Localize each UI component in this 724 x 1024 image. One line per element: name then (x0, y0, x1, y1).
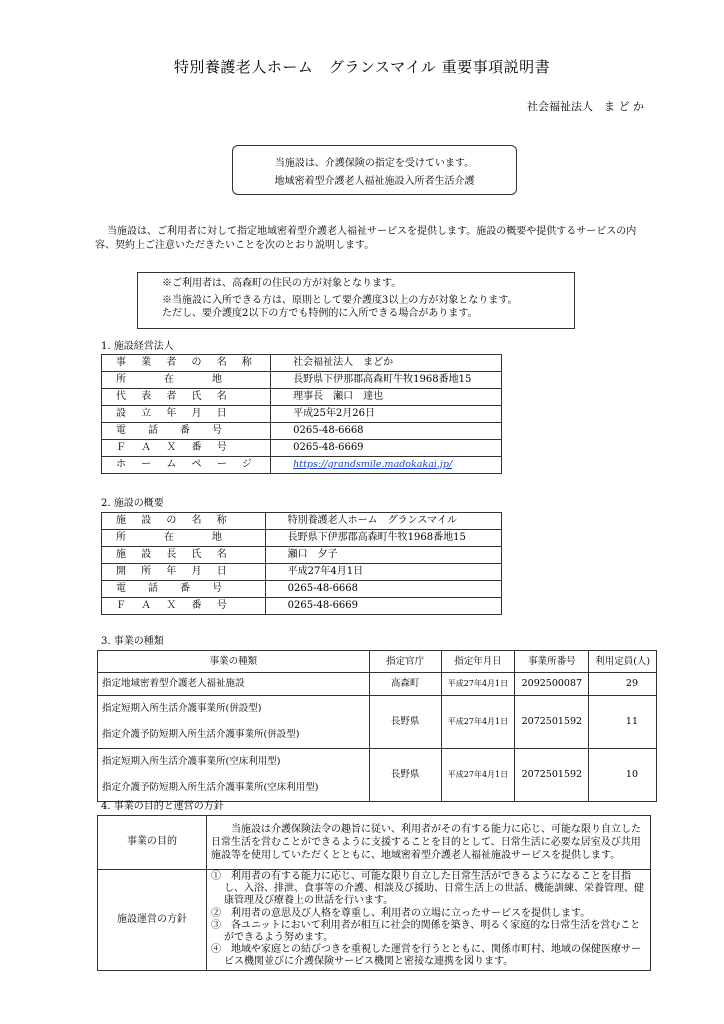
designation-line-2: 地域密着型介護老人福祉施設入所者生活介護 (274, 175, 475, 187)
table-row (102, 389, 502, 406)
row-label: 代 表 者 氏 名 (102, 389, 271, 406)
business-type-line: 指定介護予防短期入所生活介護事業所(併設型) (102, 729, 300, 740)
designation-date: 平成27年4月1日 (441, 696, 515, 749)
row-value: 理事長 瀬口 達也 (271, 389, 502, 406)
authority: 高森町 (369, 673, 441, 696)
section-3-heading: 3. 事業の種類 (101, 636, 164, 647)
business-type-line: 指定短期入所生活介護事業所(空床利用型) (102, 756, 281, 767)
purpose-policy-table (97, 815, 651, 971)
eligibility-box (137, 272, 575, 329)
header-authority: 指定官庁 (369, 651, 441, 673)
header-type: 事業の種類 (98, 651, 370, 673)
business-types-table (97, 650, 657, 802)
policy-label: 施設運営の方針 (98, 870, 207, 971)
office-number: 2092500087 (515, 673, 589, 696)
capacity: 11 (589, 696, 657, 749)
table-row (102, 547, 502, 564)
row-value: 特別養護老人ホーム グランスマイル (265, 513, 501, 530)
capacity: 10 (589, 749, 657, 802)
row-label: 電 話 番 号 (102, 581, 266, 598)
row-label: 開 所 年 月 日 (102, 564, 266, 581)
business-type: 指定地域密着型介護老人福祉施設 (98, 673, 370, 696)
section-2-heading: 2. 施設の概要 (101, 498, 164, 509)
eligibility-line-3: ただし、要介護度2以下の方でも特例的に入所できる場合があります。 (162, 308, 478, 319)
table-row (102, 457, 502, 474)
intro-paragraph: 当施設は、ご利用者に対して指定地域密着型介護老人福祉サービスを提供します。施設の概要や提供するサービスの内容、契約上ご注意いただきたいことを次のとおり説明します。 (95, 226, 637, 251)
office-number: 2072501592 (515, 749, 589, 802)
policy-list (207, 870, 651, 971)
table-row (102, 581, 502, 598)
table-row (102, 372, 502, 389)
header-date: 指定年月日 (441, 651, 515, 673)
section-1-heading: 1. 施設経営法人 (101, 341, 174, 352)
table-row (102, 440, 502, 457)
page-title: 特別養護老人ホーム グランスマイル 重要事項説明書 (173, 58, 551, 76)
homepage-link[interactable]: https://grandsmile.madokakai.jp/ (293, 458, 453, 470)
table-row (98, 673, 657, 696)
table-row (102, 423, 502, 440)
corporation-name: 社会福祉法人 ま ど か (527, 100, 644, 113)
table-header-row (98, 651, 657, 673)
row-label: 施 設 長 氏 名 (102, 547, 266, 564)
business-type-line: 指定介護予防短期入所生活介護事業所(空床利用型) (102, 782, 319, 793)
row-label: 電 話 番 号 (102, 423, 271, 440)
facility-table (101, 512, 502, 615)
eligibility-line-1: ※ご利用者は、高森町の住民の方が対象となります。 (162, 278, 402, 289)
designation-date: 平成27年4月1日 (441, 673, 515, 696)
table-row (102, 406, 502, 423)
row-value: 社会福祉法人 まどか (271, 355, 502, 372)
business-type (98, 749, 370, 802)
row-label: ホ ー ム ペ ー ジ (102, 457, 271, 474)
row-value: 0265-48-6668 (271, 423, 502, 440)
row-label: 所 在 地 (102, 530, 266, 547)
policy-item: ③ 各ユニットにおいて利用者が相互に社会的関係を築き、明るく家庭的な日常生活を営むことができるよう努めます。 (211, 919, 641, 943)
policy-item: ② 利用者の意思及び人格を尊重し、利用者の立場に立ったサービスを提供します。 (211, 907, 591, 919)
policy-item: ① 利用者の有する能力に応じ、可能な限り自立した日常生活ができるようになることを目指し、入浴、排泄、食事等の介護、相談及び援助、日常生活上の世話、機能訓練、栄養管理、健康管理及び療養上の世話を行います。 (211, 871, 644, 907)
authority: 長野県 (369, 749, 441, 802)
eligibility-line-2: ※当施設に入所できる方は、原則として要介護度3以上の方が対象となります。 (162, 295, 518, 306)
business-type-line: 指定短期入所生活介護事業所(併設型) (102, 703, 262, 714)
designation-date: 平成27年4月1日 (441, 749, 515, 802)
row-value: 平成25年2月26日 (271, 406, 502, 423)
authority: 長野県 (369, 696, 441, 749)
row-label: 施 設 の 名 称 (102, 513, 266, 530)
row-value: 0265-48-6669 (271, 440, 502, 457)
designation-line-1: 当施設は、介護保険の指定を受けています。 (274, 158, 475, 169)
row-value: 平成27年4月1日 (265, 564, 501, 581)
row-value: 長野県下伊那郡高森町牛牧1968番地15 (265, 530, 501, 547)
policy-item: ④ 地域や家庭との結びつきを重視した運営を行うとともに、関係市町村、地域の保健医療サービス機関並びに介護保険サービス機関と密接な連携を図ります。 (211, 944, 641, 968)
section-4-heading: 4. 事業の目的と運営の方針 (101, 801, 224, 812)
table-row (102, 564, 502, 581)
header-number: 事業所番号 (515, 651, 589, 673)
designation-box (232, 145, 517, 195)
table-row (102, 513, 502, 530)
row-value: 0265-48-6668 (265, 581, 501, 598)
table-row (98, 870, 651, 971)
row-value: 0265-48-6669 (265, 598, 501, 615)
row-label: 設 立 年 月 日 (102, 406, 271, 423)
table-row (102, 598, 502, 615)
table-row (102, 355, 502, 372)
capacity: 29 (589, 673, 657, 696)
table-row (98, 696, 657, 749)
purpose-text: 当施設は介護保険法令の趣旨に従い、利用者がその有する能力に応じ、可能な限り自立した日常生活を営むことができるように支援することを目的として、日常生活に必要な居室及び共用施設等を使用していただくとともに、地域密着型介護老人福祉施設サービスを提供します。 (207, 816, 651, 870)
purpose-label: 事業の目的 (98, 816, 207, 870)
business-type (98, 696, 370, 749)
operator-table (101, 354, 502, 474)
row-label: 所 在 地 (102, 372, 271, 389)
row-label: Ｆ Ａ Ｘ 番 号 (102, 598, 266, 615)
table-row (98, 749, 657, 802)
table-row (98, 816, 651, 870)
table-row (102, 530, 502, 547)
office-number: 2072501592 (515, 696, 589, 749)
row-value: 瀬口 夕子 (265, 547, 501, 564)
row-value: 長野県下伊那郡高森町牛牧1968番地15 (271, 372, 502, 389)
row-label: 事 業 者 の 名 称 (102, 355, 271, 372)
header-capacity: 利用定員(人) (589, 651, 657, 673)
row-label: Ｆ Ａ Ｘ 番 号 (102, 440, 271, 457)
